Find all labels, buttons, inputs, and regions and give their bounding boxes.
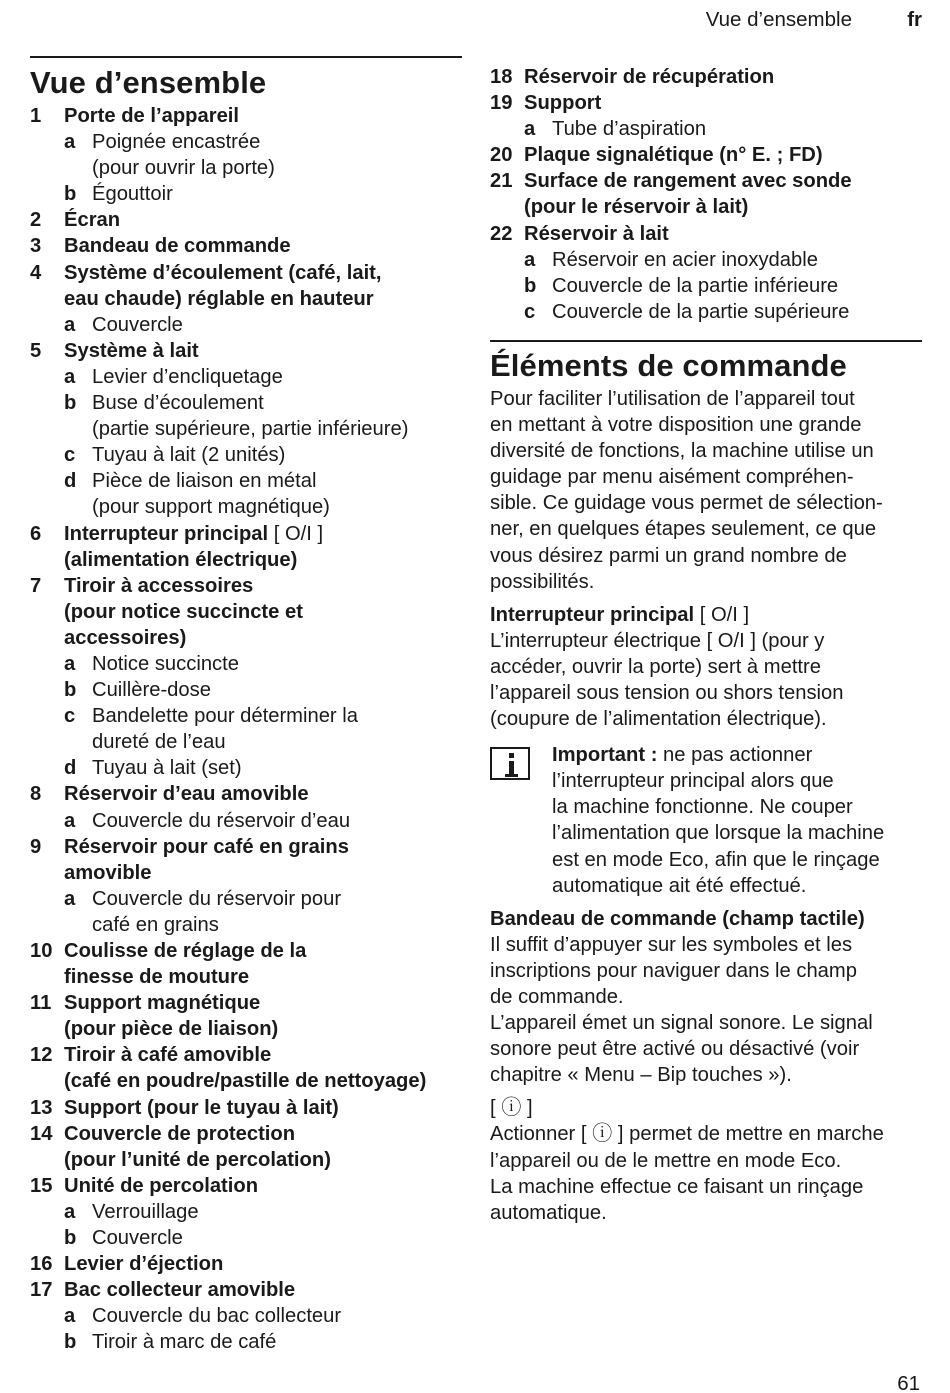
item-number: 5 — [30, 339, 42, 362]
item-label — [524, 142, 922, 168]
overview-list-continued — [490, 64, 922, 325]
item-label — [64, 573, 462, 651]
sub-item-letter: c — [524, 300, 536, 323]
sub-item — [64, 808, 462, 834]
list-item — [30, 207, 462, 233]
list-item — [30, 233, 462, 259]
item-number: 18 — [490, 66, 513, 88]
sub-item-letter: b — [64, 392, 77, 415]
sub-item-text: Tiroir à marc de café — [92, 1331, 277, 1354]
sub-item-letter: b — [64, 1227, 77, 1250]
item-number: 7 — [30, 574, 42, 597]
sub-item — [64, 364, 462, 390]
sub-item — [524, 299, 922, 325]
controls-body — [490, 386, 922, 1226]
item-number: 3 — [30, 235, 42, 258]
list-item — [30, 521, 462, 573]
item-label-text: Bac collecteur amovible — [64, 1279, 296, 1302]
important-note — [490, 742, 922, 899]
item-label-text: Tiroir à accessoires (pour notice succincte et accessoires) — [64, 574, 303, 649]
sub-item-text: Couvercle — [92, 313, 183, 336]
sub-item — [64, 312, 462, 338]
sub-item-text: Tuyau à lait (set) — [92, 757, 242, 780]
sub-item-text: Couvercle de la partie inférieure — [552, 274, 839, 297]
list-item — [490, 142, 922, 168]
important-note-body: ne pas actionner l’interrupteur principal alors que la machine fonctionne. Ne couper l’alimentation que lorsque la machine est en mode Eco, afin que le rinçage automatique ait été effectué. — [552, 744, 885, 897]
item-number: 1 — [30, 105, 42, 127]
item-number: 2 — [30, 209, 42, 232]
item-label — [64, 781, 462, 807]
item-label — [524, 90, 922, 116]
sub-item-text: Réservoir en acier inoxydable — [552, 248, 818, 271]
control-panel-heading: Bandeau de commande (champ tactile) — [490, 907, 865, 930]
item-number: 8 — [30, 783, 42, 806]
sub-item — [64, 1303, 462, 1329]
list-item — [30, 990, 462, 1042]
list-item — [30, 260, 462, 338]
list-item — [490, 221, 922, 325]
sub-item-text: Cuillère-dose — [92, 679, 211, 702]
control-panel-text: Il suffit d’appuyer sur les symboles et les inscriptions pour naviguer dans le champ de commande. L’appareil émet un signal sonore. Le signal sonore peut être activé ou désactivé (voir chapitre « Menu – Bip touches »). — [490, 933, 873, 1087]
item-number: 19 — [490, 92, 513, 115]
item-number: 16 — [30, 1253, 53, 1276]
overview-column — [30, 56, 462, 1356]
item-label-text: Réservoir pour café en grains amovible — [64, 835, 349, 884]
item-label — [64, 1251, 462, 1277]
sub-item-text: Poignée encastrée (pour ouvrir la porte) — [92, 131, 275, 180]
sub-item-letter: a — [64, 313, 76, 336]
item-number: 17 — [30, 1279, 53, 1302]
header-section-title: Vue d’ensemble — [705, 8, 852, 31]
power-symbol: [ ⓘ ] — [490, 1097, 533, 1120]
sub-item-text: Tuyau à lait (2 unités) — [92, 444, 286, 467]
item-label-text: Réservoir à lait — [524, 222, 669, 245]
list-item — [30, 103, 462, 207]
item-label-text: Couvercle de protection (pour l’unité de percolation) — [64, 1122, 331, 1171]
item-label — [64, 1277, 462, 1303]
list-item — [30, 938, 462, 990]
item-number: 15 — [30, 1174, 53, 1197]
list-item — [30, 1277, 462, 1355]
item-label — [524, 168, 922, 220]
info-icon — [490, 747, 530, 780]
list-item — [30, 573, 462, 782]
item-number: 20 — [490, 144, 513, 167]
item-label-text: Système d’écoulement (café, lait, eau chaude) réglable en hauteur — [64, 261, 382, 310]
main-switch-heading — [490, 602, 922, 628]
item-label-symbol: [ O/I ] — [268, 522, 324, 545]
item-label-text: Interrupteur principal — [64, 522, 269, 545]
main-switch-heading-text: Interrupteur principal — [490, 603, 695, 626]
sub-item-letter: a — [64, 652, 76, 675]
sub-item — [64, 129, 462, 181]
item-label-text: Support — [524, 92, 602, 115]
item-label — [524, 221, 922, 247]
item-label — [64, 233, 462, 259]
item-label — [64, 1042, 462, 1094]
item-label-text: Réservoir de récupération — [524, 66, 775, 88]
sub-item-text: Couvercle du réservoir d’eau — [92, 809, 351, 832]
sub-item — [524, 247, 922, 273]
main-switch-symbol: [ O/I ] — [694, 603, 750, 626]
overview-title: Vue d’ensemble — [30, 65, 267, 100]
sub-item — [64, 651, 462, 677]
list-item — [30, 1173, 462, 1251]
sub-item-text: Couvercle du réservoir pour café en grains — [92, 887, 342, 936]
sub-item — [524, 116, 922, 142]
item-label-text: Réservoir d’eau amovible — [64, 783, 309, 806]
sub-item-text: Tube d’aspiration — [552, 118, 707, 141]
header-language: fr — [907, 8, 922, 31]
list-item — [30, 338, 462, 521]
sub-item — [64, 703, 462, 755]
list-item — [490, 90, 922, 142]
sub-item-letter: a — [64, 809, 76, 832]
item-label-text: Support (pour le tuyau à lait) — [64, 1096, 339, 1119]
item-number: 13 — [30, 1096, 53, 1119]
sub-item-letter: a — [64, 1200, 76, 1223]
sub-item — [64, 390, 462, 442]
main-switch-text: L’interrupteur électrique [ O/I ] (pour y accéder, ouvrir la porte) sert à mettre l’appareil sous tension ou shors tension (coupure de l’alimentation électrique). — [490, 629, 844, 731]
list-item — [30, 834, 462, 938]
list-item — [30, 1095, 462, 1121]
controls-title: Éléments de commande — [490, 347, 847, 383]
item-label — [64, 938, 462, 990]
sub-item-letter: d — [64, 757, 77, 780]
item-label-text: Plaque signalétique (n° E. ; FD) — [524, 144, 823, 167]
sub-item-letter: a — [64, 887, 76, 910]
sub-item — [524, 273, 922, 299]
item-label-text: Support magnétique (pour pièce de liaison) — [64, 992, 279, 1041]
list-item — [30, 1121, 462, 1173]
sub-item-text: Couvercle de la partie supérieure — [552, 300, 850, 323]
sub-item-text: Pièce de liaison en métal (pour support magnétique) — [92, 470, 330, 519]
sub-item-letter: b — [64, 183, 77, 206]
section-rule — [490, 340, 922, 342]
item-number: 12 — [30, 1044, 53, 1067]
sub-item-letter: a — [64, 365, 76, 388]
item-label — [64, 103, 462, 129]
page-number: 61 — [897, 1372, 920, 1393]
item-label — [64, 990, 462, 1042]
list-item — [30, 1042, 462, 1094]
item-number: 22 — [490, 222, 513, 245]
item-number: 11 — [30, 992, 52, 1015]
sub-item-text: Couvercle — [92, 1227, 183, 1250]
sub-item-letter: a — [524, 118, 536, 141]
sub-item-letter: a — [64, 1305, 76, 1328]
list-item — [30, 781, 462, 833]
sub-item — [64, 1225, 462, 1251]
item-label-text: Coulisse de réglage de la finesse de mouture — [64, 940, 307, 989]
sub-item — [64, 677, 462, 703]
important-note-text — [552, 742, 922, 899]
item-number: 21 — [490, 170, 513, 193]
sub-item-letter: a — [64, 131, 76, 154]
sub-item — [64, 1199, 462, 1225]
list-item — [490, 168, 922, 220]
item-number: 6 — [30, 522, 42, 545]
sub-item-text: Couvercle du bac collecteur — [92, 1305, 342, 1328]
sub-item-text: Verrouillage — [92, 1200, 199, 1223]
sub-item-letter: b — [524, 274, 537, 297]
item-label-text: Écran — [64, 209, 121, 232]
item-label — [64, 834, 462, 886]
item-number: 9 — [30, 835, 42, 858]
important-note-label: Important : — [552, 744, 658, 767]
overview-list — [30, 103, 462, 1356]
sub-item-text: Égouttoir — [92, 183, 173, 206]
sub-item-letter: c — [64, 444, 76, 467]
sub-item-text: Buse d’écoulement (partie supérieure, partie inférieure) — [92, 392, 409, 441]
sub-item — [64, 442, 462, 468]
item-label-text: Système à lait — [64, 339, 199, 362]
item-label-text: Surface de rangement avec sonde (pour le réservoir à lait) — [524, 170, 852, 219]
sub-item — [64, 886, 462, 938]
sub-item — [64, 468, 462, 520]
item-number: 4 — [30, 261, 42, 284]
item-label — [64, 260, 462, 312]
sub-item-letter: c — [64, 705, 76, 728]
item-label — [64, 1173, 462, 1199]
right-column — [490, 64, 922, 1226]
sub-item-letter: b — [64, 679, 77, 702]
sub-item-letter: d — [64, 470, 77, 493]
item-label-text: Porte de l’appareil — [64, 105, 240, 127]
sub-item-letter: b — [64, 1331, 77, 1354]
list-item — [30, 1251, 462, 1277]
sub-item — [64, 181, 462, 207]
sub-item — [64, 755, 462, 781]
item-label-text: Tiroir à café amovible (café en poudre/pastille de nettoyage) — [64, 1044, 427, 1093]
item-label — [64, 207, 462, 233]
item-label — [64, 521, 462, 573]
list-item — [490, 64, 922, 90]
item-number: 10 — [30, 940, 53, 962]
power-text: Actionner [ ⓘ ] permet de mettre en marche l’appareil ou de le mettre en mode Eco. La machine effectue ce faisant un rinçage automatique. — [490, 1123, 884, 1224]
item-label-text: Levier d’éjection — [64, 1253, 224, 1276]
controls-intro: Pour faciliter l’utilisation de l’appareil tout en mettant à votre disposition une grande diversité de fonctions, la machine utilise un guidage par menu aisément compréhen- sible. Ce guidage vous permet de sélection- ner, en quelques étapes seulement, ce que vous désirez parmi un grand nombre de possibilités. — [490, 387, 883, 593]
section-rule — [30, 56, 462, 58]
item-label — [64, 1121, 462, 1173]
item-label-text: Unité de percolation — [64, 1174, 259, 1197]
sub-item — [64, 1329, 462, 1355]
item-label — [64, 1095, 462, 1121]
item-number: 14 — [30, 1122, 53, 1145]
sub-item-letter: a — [524, 248, 536, 271]
item-label — [64, 338, 462, 364]
sub-item-text: Notice succincte — [92, 652, 239, 675]
item-label — [524, 64, 922, 90]
page-header — [0, 6, 950, 36]
item-label-continued: (alimentation électrique) — [64, 548, 298, 571]
sub-item-text: Levier d’encliquetage — [92, 365, 283, 388]
sub-item-text: Bandelette pour déterminer la dureté de l’eau — [92, 705, 358, 754]
item-label-text: Bandeau de commande — [64, 235, 291, 258]
